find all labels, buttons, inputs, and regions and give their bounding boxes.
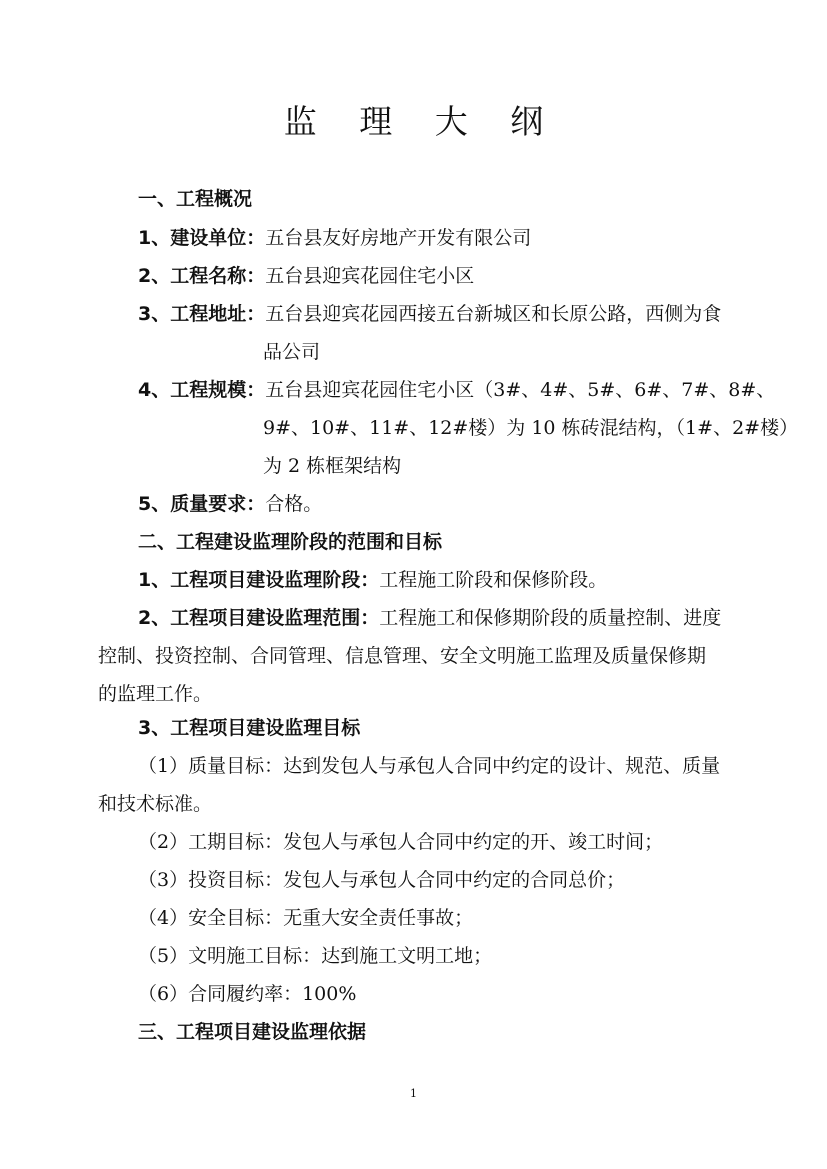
item-project-scale-cont: 9#、10#、11#、12#楼）为 10 栋砖混结构，（1#、2#楼） — [263, 417, 799, 439]
item-value: 工程施工和保修期阶段的质量控制、进度 — [379, 607, 722, 629]
item-value: 合格。 — [265, 493, 323, 515]
section2-heading: 二、工程建设监理阶段的范围和目标 — [138, 531, 443, 553]
item-supervision-scope-cont: 控制、投资控制、合同管理、信息管理、安全文明施工监理及质量保修期 — [98, 645, 707, 667]
item-value: 五台县迎宾花园住宅小区（3#、4#、5#、6#、7#、8#、 — [265, 379, 776, 401]
goal-civilized-construction: （5）文明施工目标：达到施工文明工地； — [138, 945, 493, 967]
item-supervision-scope-cont: 的监理工作。 — [98, 683, 213, 705]
goal-contract-performance: （6）合同履约率：100% — [138, 983, 357, 1005]
section1-heading: 一、工程概况 — [138, 188, 253, 210]
item-quality-requirement — [138, 490, 322, 518]
item-label: 2、工程项目建设监理范围： — [138, 607, 380, 629]
page-title: 监 理 大 纲 — [283, 102, 560, 141]
item-value: 五台县迎宾花园住宅小区 — [265, 265, 475, 287]
item-label: 3、工程地址： — [138, 303, 266, 325]
item-value: 工程施工阶段和保修阶段。 — [379, 569, 608, 591]
item-project-address — [138, 300, 721, 328]
item-project-scale-cont: 为 2 栋框架结构 — [263, 455, 402, 477]
goal-schedule: （2）工期目标：发包人与承包人合同中约定的开、竣工时间； — [138, 831, 664, 853]
item-label: 1、工程项目建设监理阶段： — [138, 569, 380, 591]
item-label: 4、工程规模： — [138, 379, 266, 401]
goal-quality-cont: 和技术标准。 — [98, 793, 213, 815]
goal-quality: （1）质量目标：达到发包人与承包人合同中约定的设计、规范、质量 — [138, 755, 721, 777]
item-label: 5、质量要求： — [138, 493, 266, 515]
item-project-name — [138, 262, 474, 290]
item-project-scale — [138, 376, 775, 404]
item-label: 1、建设单位： — [138, 227, 266, 249]
item-label: 2、工程名称： — [138, 265, 266, 287]
section3-heading: 三、工程项目建设监理依据 — [138, 1021, 367, 1043]
item-value: 五台县迎宾花园西接五台新城区和长原公路，西侧为食 — [265, 303, 722, 325]
item-supervision-scope — [138, 604, 721, 632]
item-construction-unit — [138, 224, 531, 252]
page-number: 1 — [410, 1087, 417, 1100]
supervision-goals-heading: 3、工程项目建设监理目标 — [138, 717, 361, 739]
goal-investment: （3）投资目标：发包人与承包人合同中约定的合同总价； — [138, 869, 626, 891]
item-value: 五台县友好房地产开发有限公司 — [265, 227, 532, 249]
item-project-address-cont: 品公司 — [263, 341, 321, 363]
item-supervision-stage — [138, 566, 607, 594]
goal-safety: （4）安全目标：无重大安全责任事故； — [138, 907, 474, 929]
